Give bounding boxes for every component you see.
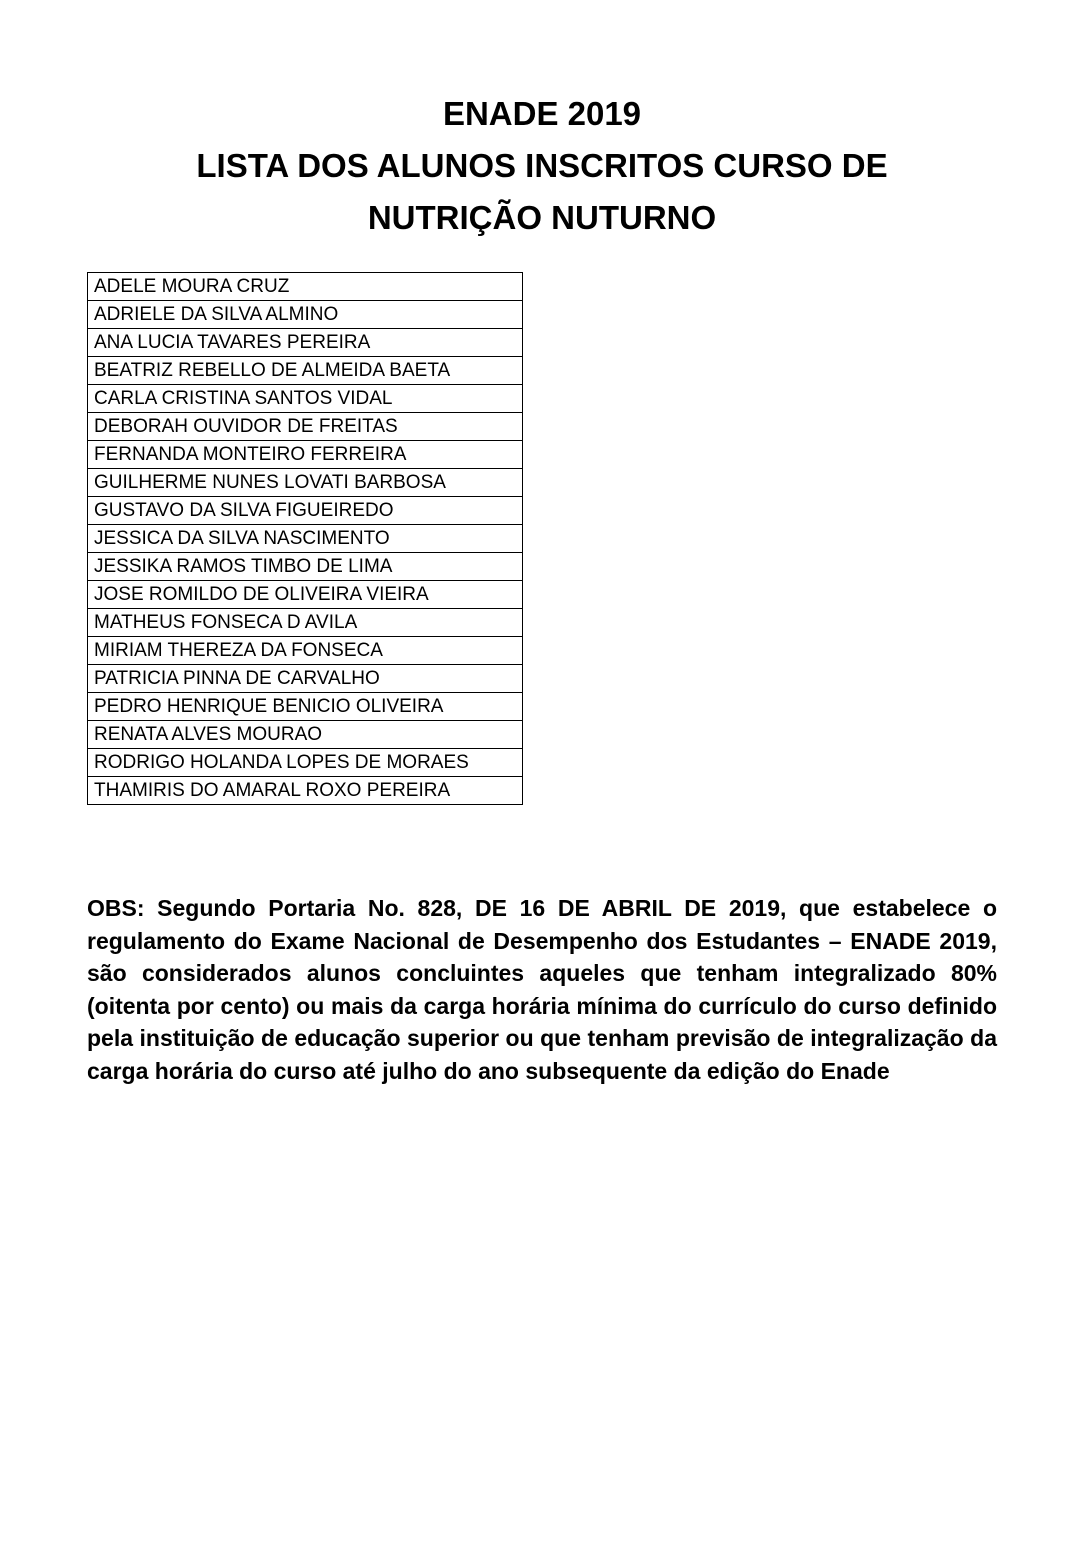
student-name-cell: FERNANDA MONTEIRO FERREIRA (88, 441, 523, 469)
note-paragraph: OBS: Segundo Portaria No. 828, DE 16 DE ABRIL DE 2019, que estabelece o regulamento do Exame Nacional de Desempenho dos Estudantes – ENADE 2019, são considerados alunos concluintes aqueles que tenham integralizado 80% (oitenta por cento) ou mais da carga horária mínima do currículo do curso definido pela instituição de educação superior ou que tenham previsão de integralização da carga horária do curso até julho do ano subsequente da edição do Enade (87, 895, 997, 1084)
table-row (88, 525, 523, 553)
student-name-cell: PATRICIA PINNA DE CARVALHO (88, 665, 523, 693)
title-line-2: LISTA DOS ALUNOS INSCRITOS CURSO DE (196, 147, 888, 184)
table-row (88, 665, 523, 693)
student-name-cell: GUSTAVO DA SILVA FIGUEIREDO (88, 497, 523, 525)
title-line-1: ENADE 2019 (442, 95, 642, 132)
student-name-cell: RODRIGO HOLANDA LOPES DE MORAES (88, 749, 523, 777)
student-name-cell: THAMIRIS DO AMARAL ROXO PEREIRA (88, 777, 523, 805)
table-row (88, 469, 523, 497)
student-name-cell: GUILHERME NUNES LOVATI BARBOSA (88, 469, 523, 497)
document-title (0, 0, 1084, 244)
table-row (88, 441, 523, 469)
table-row (88, 721, 523, 749)
table-row (88, 693, 523, 721)
table-row (88, 777, 523, 805)
table-row (88, 385, 523, 413)
table-row (88, 553, 523, 581)
student-name-cell: ADRIELE DA SILVA ALMINO (88, 301, 523, 329)
table-row (88, 497, 523, 525)
student-name-cell: ADELE MOURA CRUZ (88, 273, 523, 301)
student-name-cell: JOSE ROMILDO DE OLIVEIRA VIEIRA (88, 581, 523, 609)
student-name-cell: MATHEUS FONSECA D AVILA (88, 609, 523, 637)
student-name-cell: JESSICA DA SILVA NASCIMENTO (88, 525, 523, 553)
table-row (88, 301, 523, 329)
student-table (87, 272, 523, 805)
student-name-cell: MIRIAM THEREZA DA FONSECA (88, 637, 523, 665)
student-table-body (88, 273, 523, 805)
student-name-cell: RENATA ALVES MOURAO (88, 721, 523, 749)
student-name-cell: CARLA CRISTINA SANTOS VIDAL (88, 385, 523, 413)
student-name-cell: PEDRO HENRIQUE BENICIO OLIVEIRA (88, 693, 523, 721)
table-row (88, 329, 523, 357)
student-name-cell: DEBORAH OUVIDOR DE FREITAS (88, 413, 523, 441)
table-row (88, 637, 523, 665)
student-name-cell: BEATRIZ REBELLO DE ALMEIDA BAETA (88, 357, 523, 385)
table-row (88, 357, 523, 385)
title-line-3: NUTRIÇÃO NUTURNO (367, 199, 717, 236)
table-row (88, 609, 523, 637)
table-row (88, 581, 523, 609)
student-name-cell: JESSIKA RAMOS TIMBO DE LIMA (88, 553, 523, 581)
table-row (88, 413, 523, 441)
table-row (88, 749, 523, 777)
student-name-cell: ANA LUCIA TAVARES PEREIRA (88, 329, 523, 357)
table-row (88, 273, 523, 301)
